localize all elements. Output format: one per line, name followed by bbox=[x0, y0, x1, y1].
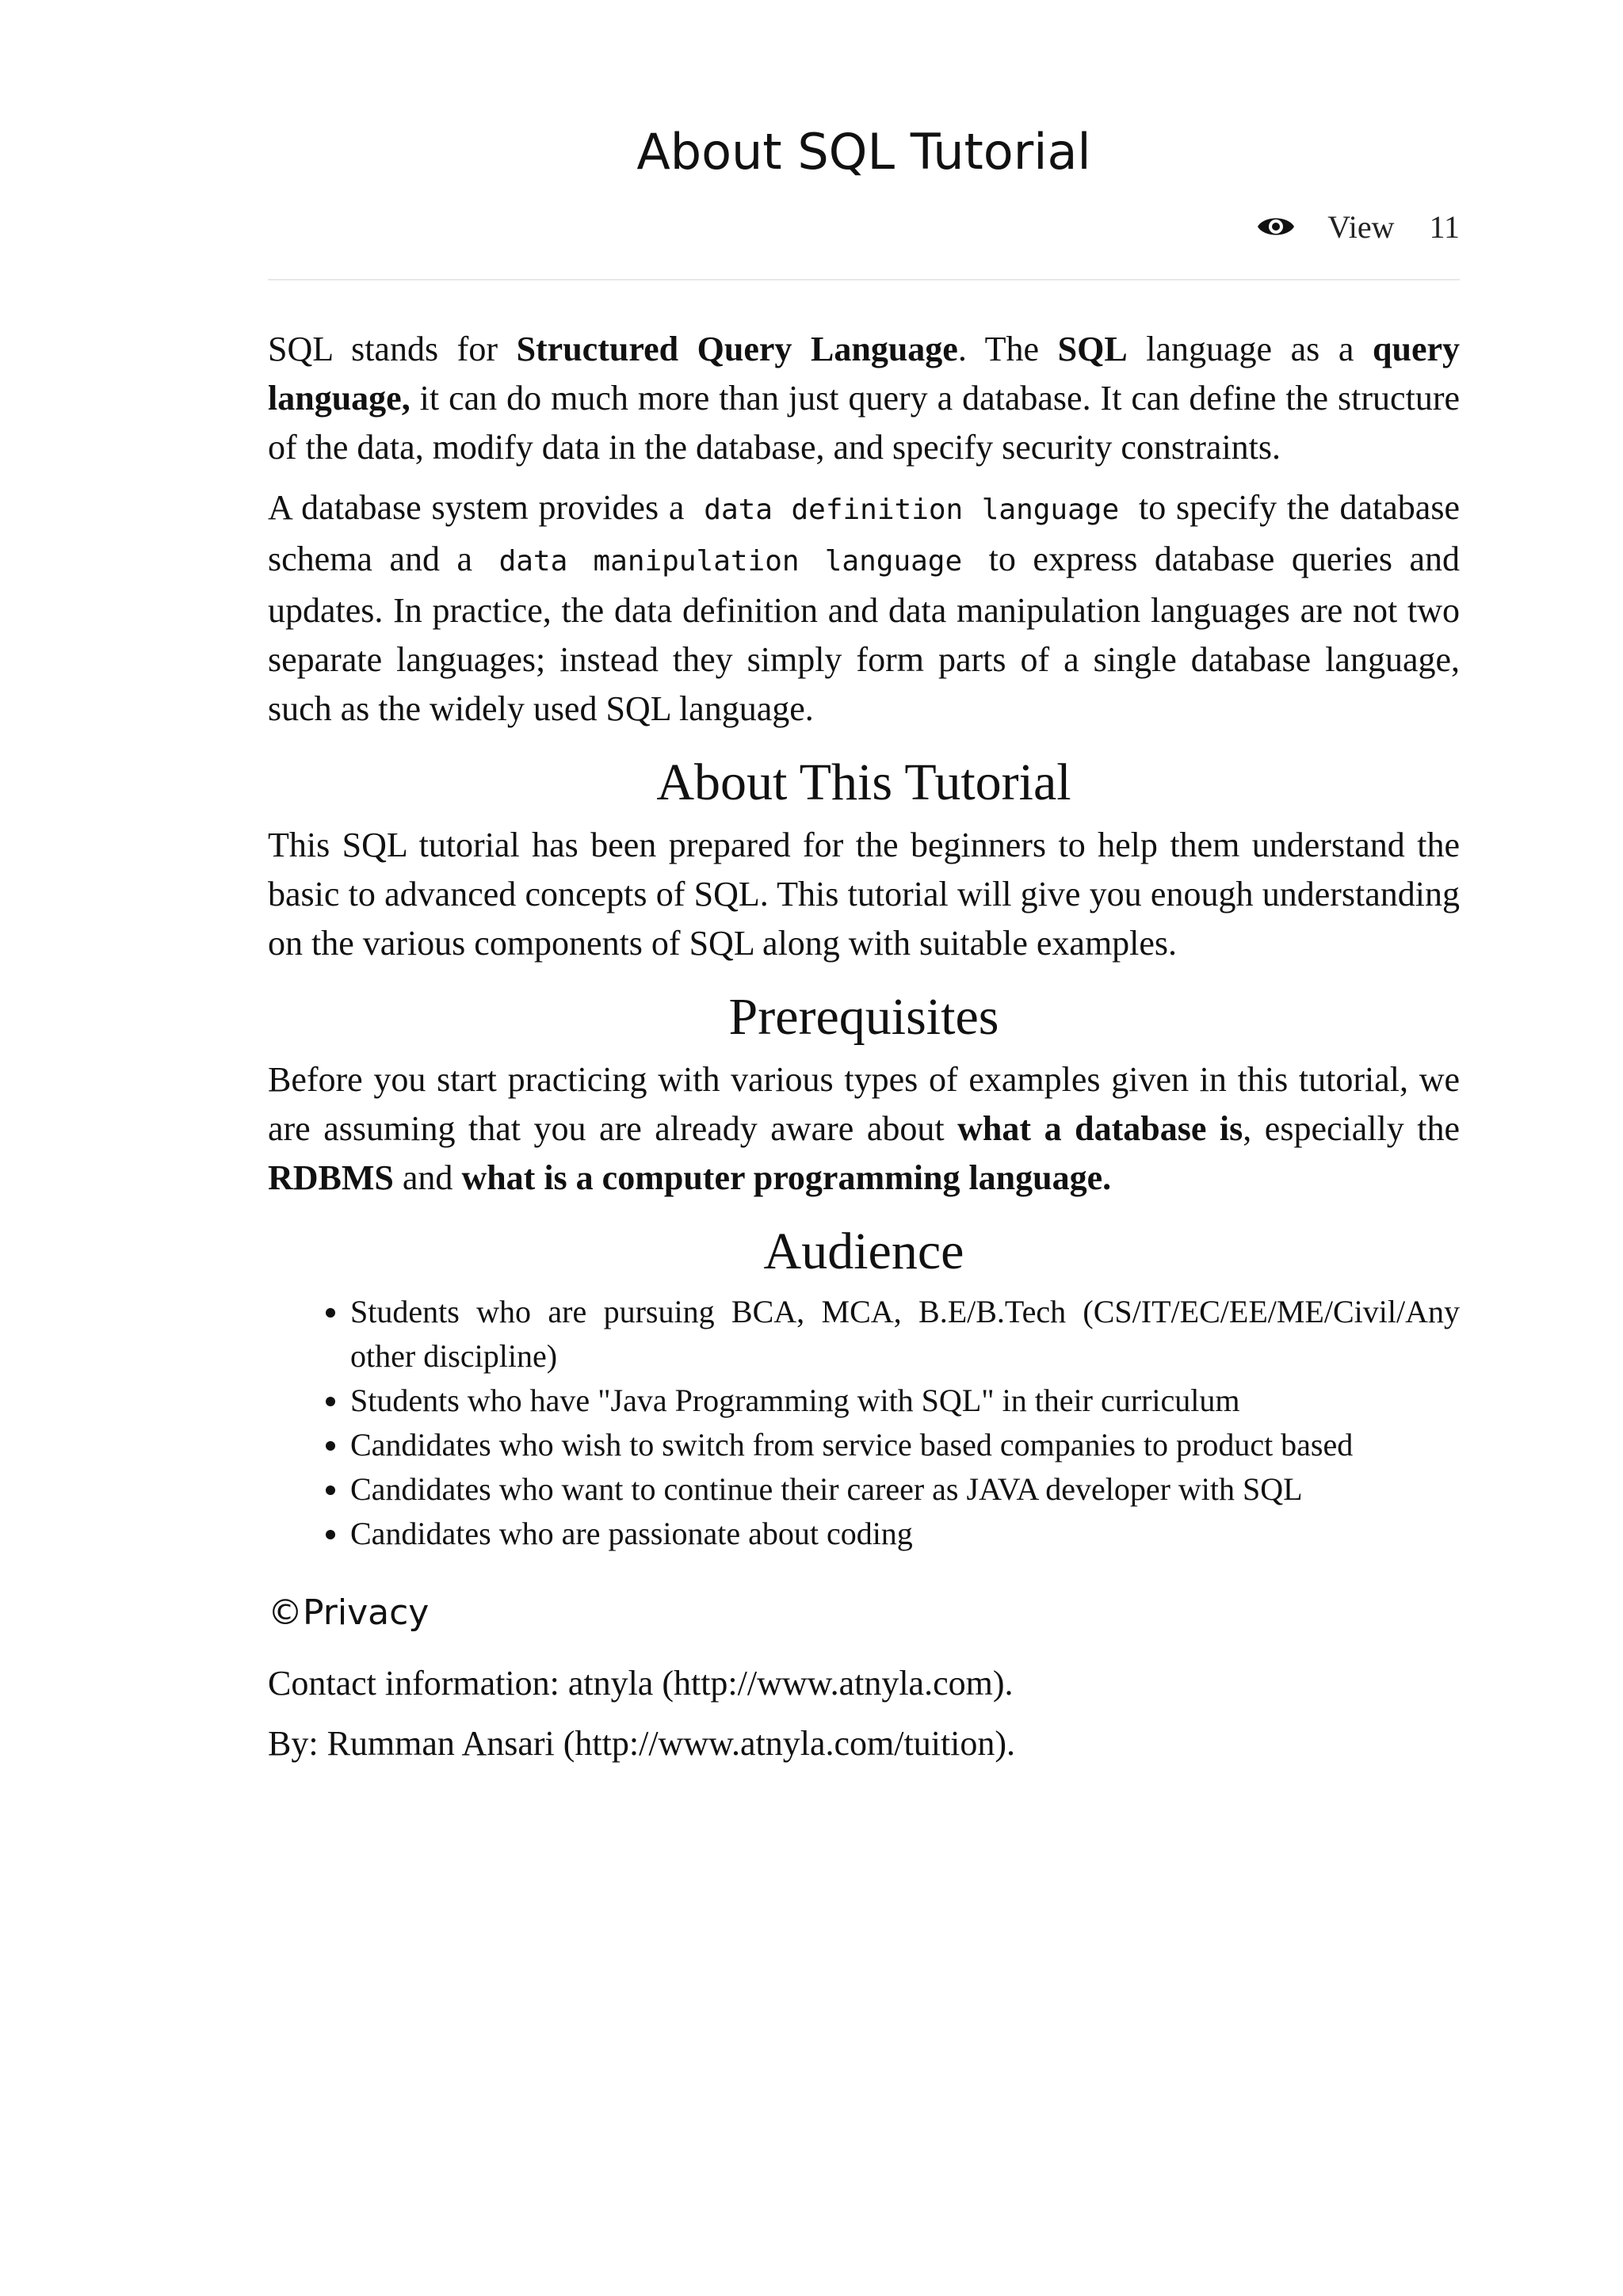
text-run: . The bbox=[957, 330, 1058, 368]
prerequisites-paragraph bbox=[268, 1055, 1460, 1203]
view-label: View bbox=[1327, 208, 1395, 245]
about-heading: About This Tutorial bbox=[656, 753, 1071, 811]
text-run: to specify the database schema and a bbox=[268, 488, 1460, 578]
text-run: it can do much more than just query a database. It can define the structure of the data, modify data in the database, and specify security constraints. bbox=[268, 379, 1460, 467]
audience-list bbox=[268, 1290, 1460, 1556]
author-info: By: Rumman Ansari (http://www.atnyla.com/tuition). bbox=[268, 1724, 1016, 1763]
code-term: data manipulation language bbox=[498, 545, 963, 578]
list-item: • Students who are pursuing BCA, MCA, B.E/B.Tech (CS/IT/EC/EE/ME/Civil/Any other discipline) bbox=[350, 1290, 1460, 1379]
document-page bbox=[268, 0, 1460, 1768]
text-run: A database system provides a bbox=[268, 488, 695, 527]
bold-term: query language, bbox=[268, 330, 1461, 418]
list-item: • Students who have "Java Programming with SQL" in their curriculum bbox=[350, 1379, 1460, 1423]
bold-term: RDBMS bbox=[268, 1158, 394, 1197]
header-divider bbox=[268, 279, 1460, 280]
audience-heading: Audience bbox=[763, 1222, 964, 1280]
code-term: data definition language bbox=[704, 494, 1120, 526]
list-item: • Candidates who are passionate about coding bbox=[350, 1512, 1460, 1556]
page-title: About SQL Tutorial bbox=[636, 123, 1091, 181]
list-item: • Candidates who want to continue their career as JAVA developer with SQL bbox=[350, 1467, 1460, 1512]
eye-icon bbox=[1256, 212, 1296, 241]
bold-term: what is a computer programming language. bbox=[461, 1158, 1112, 1197]
privacy-note: ©Privacy bbox=[268, 1592, 430, 1633]
bold-term: Structured Query Language bbox=[516, 330, 958, 368]
text-run: Before you start practicing with various types of examples given in this tutorial, we are assuming that you are already aware about bbox=[268, 1060, 1460, 1148]
intro-paragraph-2 bbox=[268, 483, 1460, 734]
bold-term: SQL bbox=[1057, 330, 1128, 368]
view-count: 11 bbox=[1429, 208, 1460, 245]
contact-info: Contact information: atnyla (http://www.atnyla.com). bbox=[268, 1664, 1014, 1703]
intro-paragraph-1 bbox=[268, 325, 1460, 472]
text-run: SQL stands for bbox=[268, 330, 517, 368]
text-run: to express database queries and updates. In practice, the data definition and data manipulation languages are not two separate languages; instead they simply form parts of a single database language, such as the widely used SQL language. bbox=[268, 540, 1461, 728]
text-run: , especially the bbox=[1243, 1109, 1461, 1148]
bold-term: what a database is bbox=[957, 1109, 1243, 1148]
text-run: and bbox=[393, 1158, 462, 1197]
text-run: language as a bbox=[1127, 330, 1373, 368]
prerequisites-heading: Prerequisites bbox=[728, 988, 999, 1046]
about-paragraph: This SQL tutorial has been prepared for the beginners to help them understand the basic to advanced concepts of SQL. This tutorial will give you enough understanding on the various components of SQL along with suitable examples. bbox=[268, 826, 1460, 963]
list-item: • Candidates who wish to switch from service based companies to product based bbox=[350, 1423, 1460, 1467]
view-counter bbox=[268, 204, 1460, 249]
